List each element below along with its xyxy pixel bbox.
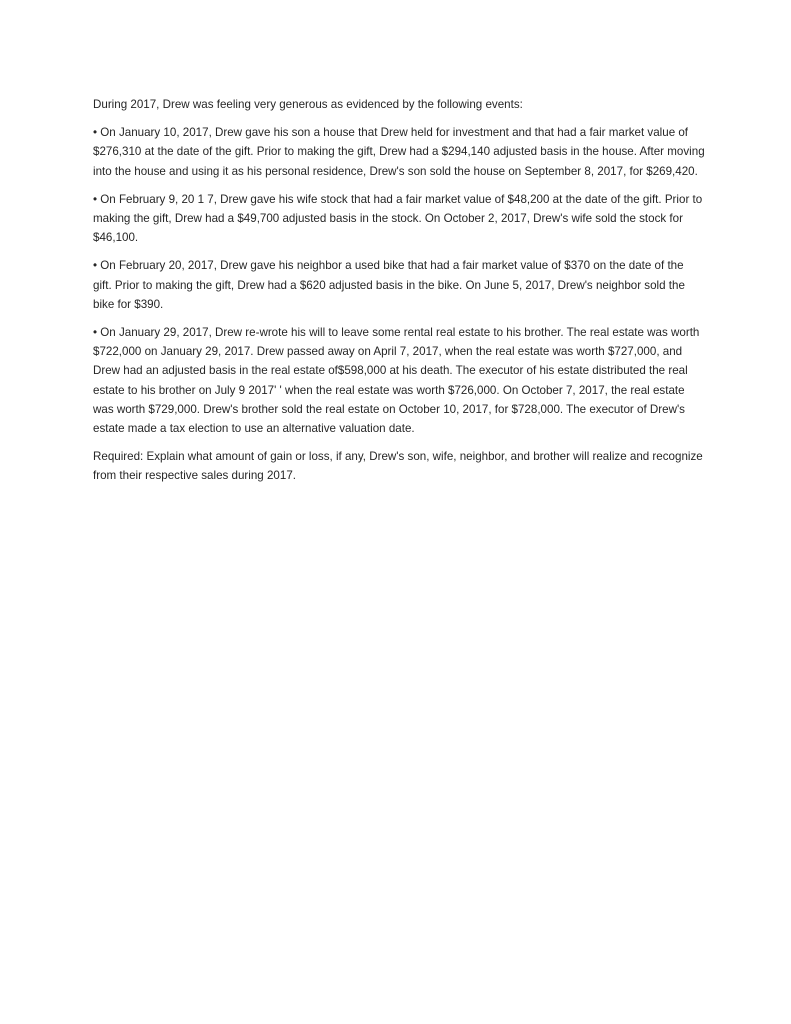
intro-paragraph: During 2017, Drew was feeling very generous as evidenced by the following events: — [93, 98, 523, 111]
event-son-paragraph: • On January 10, 2017, Drew gave his son a house that Drew held for investment and that had a fair market value of $276,310 at the date of the gift. Prior to making the gift, Drew had a $294,140 adjusted basis in the house. After moving into the house and using it as his personal residence, Drew's son sold the house on September 8, 2017, for $269,420. — [93, 126, 705, 178]
event-neighbor-paragraph: • On February 20, 2017, Drew gave his neighbor a used bike that had a fair market value of $370 on the date of the gift. Prior to making the gift, Drew had a $620 adjusted basis in the bike. On June 5, 2017, Drew's neighbor sold the bike for $390. — [93, 259, 685, 311]
document-body — [93, 95, 705, 495]
event-brother-paragraph: • On January 29, 2017, Drew re-wrote his will to leave some rental real estate to his brother. The real estate was worth $722,000 on January 29, 2017. Drew passed away on April 7, 2017, when the real estate was worth $727,000, and Drew had an adjusted basis in the real estate of$598,000 at his death. The executor of his estate distributed the real estate to his brother on July 9 2017' ' when the real estate was worth $726,000. On October 7, 2017, the real estate was worth $729,000. Drew's brother sold the real estate on October 10, 2017, for $728,000. The executor of Drew's estate made a tax election to use an alternative valuation date. — [93, 326, 700, 436]
required-paragraph: Required: Explain what amount of gain or loss, if any, Drew's son, wife, neighbor, and brother will realize and recognize from their respective sales during 2017. — [93, 450, 703, 483]
event-wife-paragraph: • On February 9, 20 1 7, Drew gave his wife stock that had a fair market value of $48,200 at the date of the gift. Prior to making the gift, Drew had a $49,700 adjusted basis in the stock. On October 2, 2017, Drew's wife sold the stock for $46,100. — [93, 192, 703, 245]
